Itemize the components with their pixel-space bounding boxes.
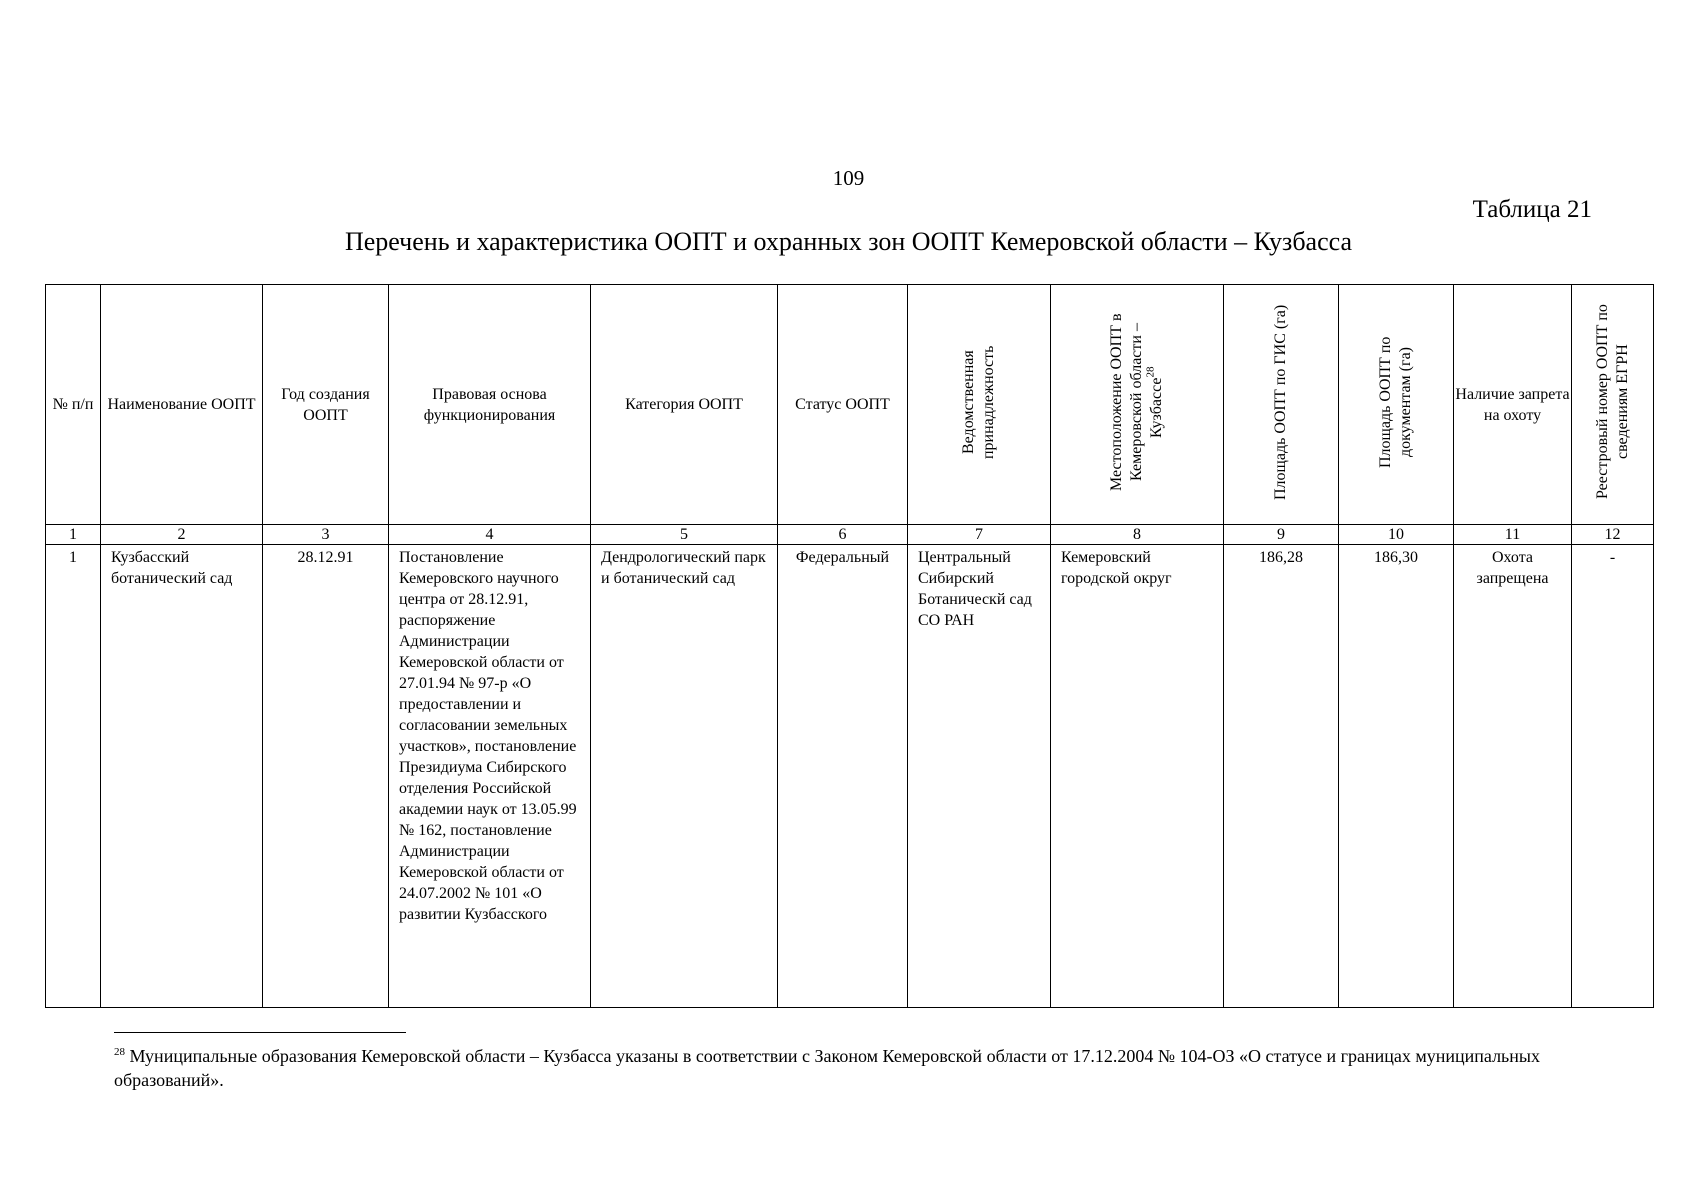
header-status: Статус ООПТ [778,285,908,525]
column-number: 7 [908,525,1051,545]
header-department: Ведомственная принадлежность [908,285,1051,525]
cell-number: 1 [46,545,101,1008]
column-number: 2 [101,525,263,545]
cell-category: Дендрологический парк и ботанический сад [591,545,778,1008]
cell-year: 28.12.91 [263,545,389,1008]
table-row [46,545,1654,1008]
header-number: № п/п [46,285,101,525]
column-number: 5 [591,525,778,545]
cell-name: Кузбасский ботанический сад [101,545,263,1008]
column-number: 3 [263,525,389,545]
column-number: 1 [46,525,101,545]
cell-department: Центральный Сибирский Ботаническй сад СО РАН [908,545,1051,1008]
header-hunting-ban: Наличие запрета на охоту [1454,285,1572,525]
footnote-separator [114,1032,406,1033]
footnote-marker: 28 [114,1046,125,1058]
footnote [114,1044,1594,1092]
column-number: 6 [778,525,908,545]
header-legal-basis: Правовая основа функционирования [389,285,591,525]
column-number-row [46,525,1654,545]
header-area-docs: Площадь ООПТ по документам (га) [1339,285,1454,525]
column-number: 11 [1454,525,1572,545]
column-number: 9 [1224,525,1339,545]
cell-location: Кемеровский городской округ [1051,545,1224,1008]
column-number: 10 [1339,525,1454,545]
cell-registry-number: - [1572,545,1654,1008]
column-number: 4 [389,525,591,545]
header-registry-number: Реестровый номер ООПТ по сведениям ЕГРН [1572,285,1654,525]
cell-area-docs: 186,30 [1339,545,1454,1008]
header-category: Категория ООПТ [591,285,778,525]
document-title: Перечень и характеристика ООПТ и охранных зон ООПТ Кемеровской области – Кузбасса [344,227,1353,256]
page-number: 109 [832,166,865,190]
cell-hunting-ban: Охота запрещена [1454,545,1572,1008]
header-area-gis: Площадь ООПТ по ГИС (га) [1224,285,1339,525]
column-number: 12 [1572,525,1654,545]
column-number: 8 [1051,525,1224,545]
footnote-ref: 28 [1144,365,1157,377]
header-location: Местоположение ООПТ в Кемеровской области – Кузбассе$^{28}$ [1051,285,1224,525]
cell-status: Федеральный [778,545,908,1008]
footnote-text: Муниципальные образования Кемеровской области – Кузбасса указаны в соответствии с Законом Кемеровской области от 17.12.2004 № 104-ОЗ «О статусе и границах муниципальных образований». [114,1046,1540,1090]
header-year: Год создания ООПТ [263,285,389,525]
protected-areas-table [45,284,1654,1008]
table-header-row [46,285,1654,525]
header-name: Наименование ООПТ [101,285,263,525]
cell-legal-basis: Постановление Кемеровского научного центра от 28.12.91, распоряжение Администрации Кемеровской области от 27.01.94 № 97-р «О предоставлении и согласовании земельных участков», постановление Президиума Сибирского отделения Российской академии наук от 13.05.99 № 162, постановление Администрации Кемеровской области от 24.07.2002 № 101 «О развитии Кузбасского [389,545,591,1008]
cell-area-gis: 186,28 [1224,545,1339,1008]
table-label: Таблица 21 [1472,196,1592,223]
